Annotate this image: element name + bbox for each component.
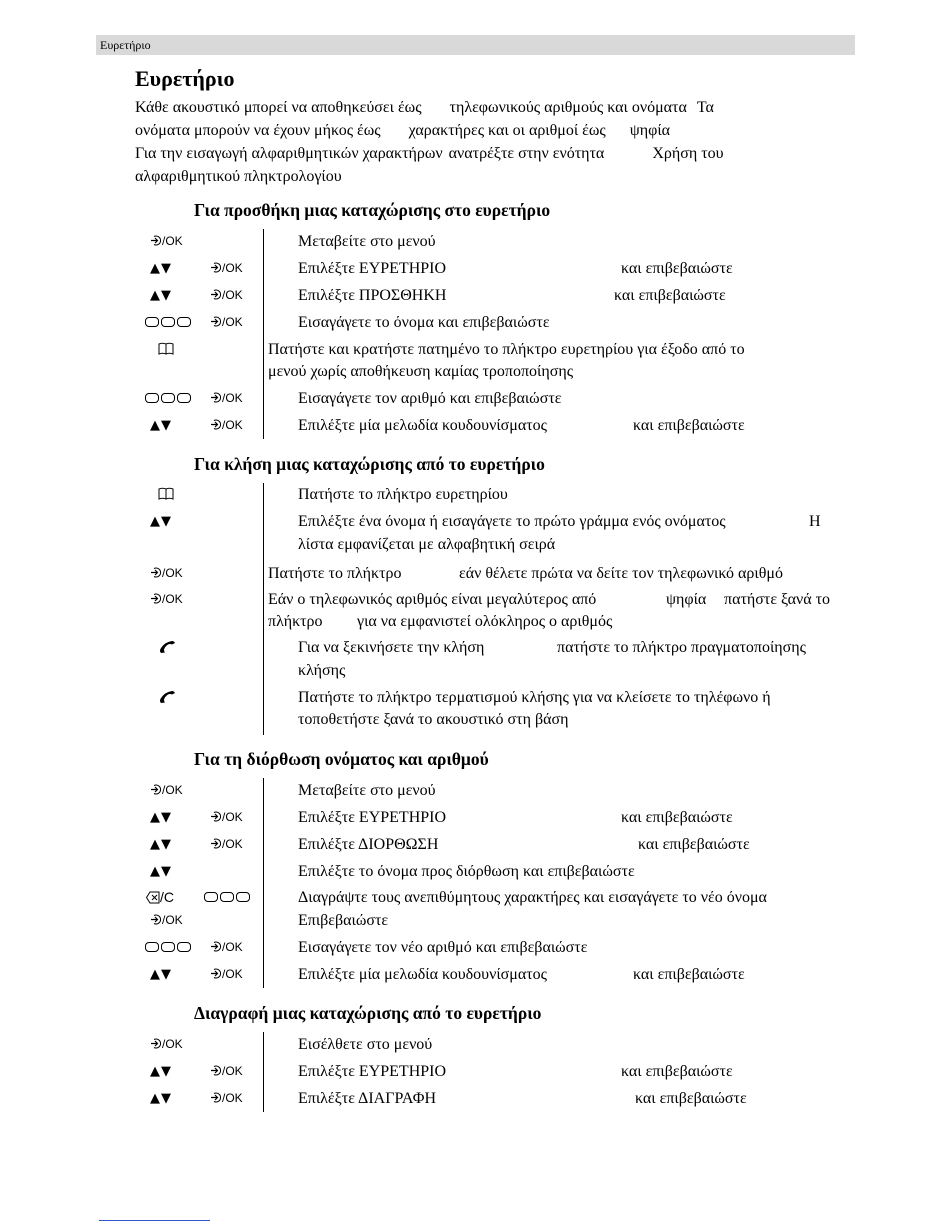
step-text: πατήστε ξανά το [724, 591, 830, 608]
ok-key-icon: /OK [210, 414, 243, 436]
ok-key-icon: /OK [210, 387, 243, 409]
arrow-keys-icon: ▲▼ [150, 1063, 172, 1079]
arrow-keys-icon: ▲▼ [150, 966, 172, 982]
step-text: και επιβεβαιώστε [635, 1090, 747, 1107]
ok-key-icon: /OK [210, 311, 243, 333]
step-text: Επιλέξτε ΕΥΡΕΤΗΡΙΟ [298, 809, 447, 826]
step-text: και επιβεβαιώστε [621, 1063, 733, 1080]
step-text: Επιλέξτε μία μελωδία κουδουνίσματος [298, 966, 547, 983]
ok-key-icon: /OK [210, 936, 243, 958]
divider-line [263, 483, 264, 735]
step-text: πατήστε το πλήκτρο πραγματοποίησης [557, 639, 806, 656]
ok-key-icon: /OK [210, 1087, 243, 1109]
intro-line-2: ονόματα μπορούν να έχουν μήκος έως χαρακτήρες και οι αριθμοί έως ψηφία [135, 122, 671, 139]
ok-key-icon: /OK [150, 562, 183, 584]
arrow-keys-icon: ▲▼ [150, 260, 172, 276]
step-text: μενού χωρίς αποθήκευση καμίας τροποποίησης [268, 363, 574, 380]
ok-key-icon: /OK [210, 806, 243, 828]
intro-line-1: Κάθε ακουστικό μπορεί να αποθηκεύσει έως τηλεφωνικούς αριθμούς και ονόματα Τα [135, 99, 714, 116]
arrow-keys-icon: ▲▼ [150, 287, 172, 303]
page-title: Ευρετήριο [135, 66, 235, 91]
step-text: Εισαγάγετε το όνομα και επιβεβαιώστε [298, 314, 550, 331]
step-text: Επιλέξτε ΔΙΟΡΘΩΣΗ [298, 836, 439, 853]
header-label: Ευρετήριο [100, 38, 151, 52]
step-text: και επιβεβαιώστε [633, 417, 745, 434]
step-text: Εάν ο τηλεφωνικός αριθμός είναι μεγαλύτερος από [268, 591, 597, 608]
arrow-keys-icon: ▲▼ [150, 1090, 172, 1106]
arrow-keys-icon: ▲▼ [150, 417, 172, 433]
step-text: Μεταβείτε στο μενού [298, 233, 436, 250]
step-text: και επιβεβαιώστε [638, 836, 750, 853]
step-text: Επιλέξτε ΠΡΟΣΘΗΚΗ [298, 287, 447, 304]
intro-line-4: αλφαριθμητικού πληκτρολογίου [135, 168, 342, 185]
clear-key-icon: /C [146, 886, 174, 908]
step-text: Επιλέξτε το όνομα προς διόρθωση και επιβεβαιώστε [298, 863, 635, 880]
step-text: εάν θέλετε πρώτα να δείτε τον τηλεφωνικό αριθμό [459, 565, 783, 582]
step-text: και επιβεβαιώστε [614, 287, 726, 304]
step-text: Πατήστε το πλήκτρο [268, 565, 402, 582]
divider-line [263, 1032, 264, 1112]
call-handset-icon [158, 636, 176, 658]
step-text: Επιλέξτε ΕΥΡΕΤΗΡΙΟ [298, 260, 447, 277]
arrow-keys-icon: ▲▼ [150, 863, 172, 879]
end-call-handset-icon [158, 686, 176, 708]
alphanumeric-keys-icon [145, 311, 191, 333]
ok-key-icon: /OK [150, 230, 183, 252]
ok-key-icon: /OK [150, 779, 183, 801]
ok-key-icon: /OK [150, 588, 183, 610]
section-title-delete: Διαγραφή μιας καταχώρισης από το ευρετήριο [194, 1003, 542, 1023]
intro-line-3: Για την εισαγωγή αλφαριθμητικών χαρακτήρων ανατρέξτε στην ενότητα Χρήση του [135, 145, 724, 162]
phonebook-icon [158, 483, 174, 505]
step-text: Μεταβείτε στο μενού [298, 782, 436, 799]
step-text: Η [809, 513, 821, 530]
ok-key-icon: /OK [210, 963, 243, 985]
step-text: Επιλέξτε ένα όνομα ή εισαγάγετε το πρώτο γράμμα ενός ονόματος [298, 513, 726, 530]
divider-line [263, 229, 264, 439]
ok-key-icon: /OK [210, 284, 243, 306]
step-text: Επιλέξτε ΕΥΡΕΤΗΡΙΟ [298, 1063, 447, 1080]
step-text: Διαγράψτε τους ανεπιθύμητους χαρακτήρες και εισαγάγετε το νέο όνομα [298, 889, 767, 906]
step-text: τοποθετήστε ξανά το ακουστικό στη βάση [298, 711, 569, 728]
ok-key-icon: /OK [210, 1060, 243, 1082]
ok-key-icon: /OK [210, 833, 243, 855]
step-text: για να εμφανιστεί ολόκληρος ο αριθμός [357, 613, 613, 630]
ok-key-icon: /OK [150, 909, 183, 931]
step-text: πλήκτρο [268, 613, 323, 630]
step-text: λίστα εμφανίζεται με αλφαβητική σειρά [298, 536, 556, 553]
step-text: Για να ξεκινήσετε την κλήση [298, 639, 485, 656]
ok-key-icon: /OK [150, 1033, 183, 1055]
ok-key-icon: /OK [210, 257, 243, 279]
divider-line [263, 778, 264, 988]
footnote-separator [99, 1220, 210, 1221]
step-text: και επιβεβαιώστε [621, 809, 733, 826]
step-text: Εισαγάγετε τον νέο αριθμό και επιβεβαιώστε [298, 939, 588, 956]
section-title-edit: Για τη διόρθωση ονόματος και αριθμού [194, 749, 489, 769]
step-text: Πατήστε και κρατήστε πατημένο το πλήκτρο ευρετηρίου για έξοδο από το [268, 341, 745, 358]
section-title-add: Για προσθήκη μιας καταχώρισης στο ευρετήριο [194, 200, 551, 220]
step-text: Εισαγάγετε τον αριθμό και επιβεβαιώστε [298, 390, 562, 407]
header-bar [96, 35, 855, 55]
step-text: Επιλέξτε ΔΙΑΓΡΑΦΗ [298, 1090, 437, 1107]
step-text: Επιβεβαιώστε [298, 912, 389, 929]
step-text: Πατήστε το πλήκτρο ευρετηρίου [298, 486, 508, 503]
phonebook-icon [158, 338, 174, 360]
step-text: Πατήστε το πλήκτρο τερματισμού κλήσης για να κλείσετε το τηλέφωνο ή [298, 689, 771, 706]
arrow-keys-icon: ▲▼ [150, 809, 172, 825]
step-text: Εισέλθετε στο μενού [298, 1036, 433, 1053]
step-text: κλήσης [298, 662, 346, 679]
step-text: ψηφία [666, 591, 707, 608]
step-text: Επιλέξτε μία μελωδία κουδουνίσματος [298, 417, 547, 434]
step-text: και επιβεβαιώστε [621, 260, 733, 277]
alphanumeric-keys-icon [204, 886, 250, 908]
arrow-keys-icon: ▲▼ [150, 836, 172, 852]
alphanumeric-keys-icon [145, 387, 191, 409]
alphanumeric-keys-icon [145, 936, 191, 958]
section-title-call: Για κλήση μιας καταχώρισης από το ευρετήριο [194, 454, 545, 474]
step-text: και επιβεβαιώστε [633, 966, 745, 983]
arrow-keys-icon: ▲▼ [150, 513, 172, 529]
